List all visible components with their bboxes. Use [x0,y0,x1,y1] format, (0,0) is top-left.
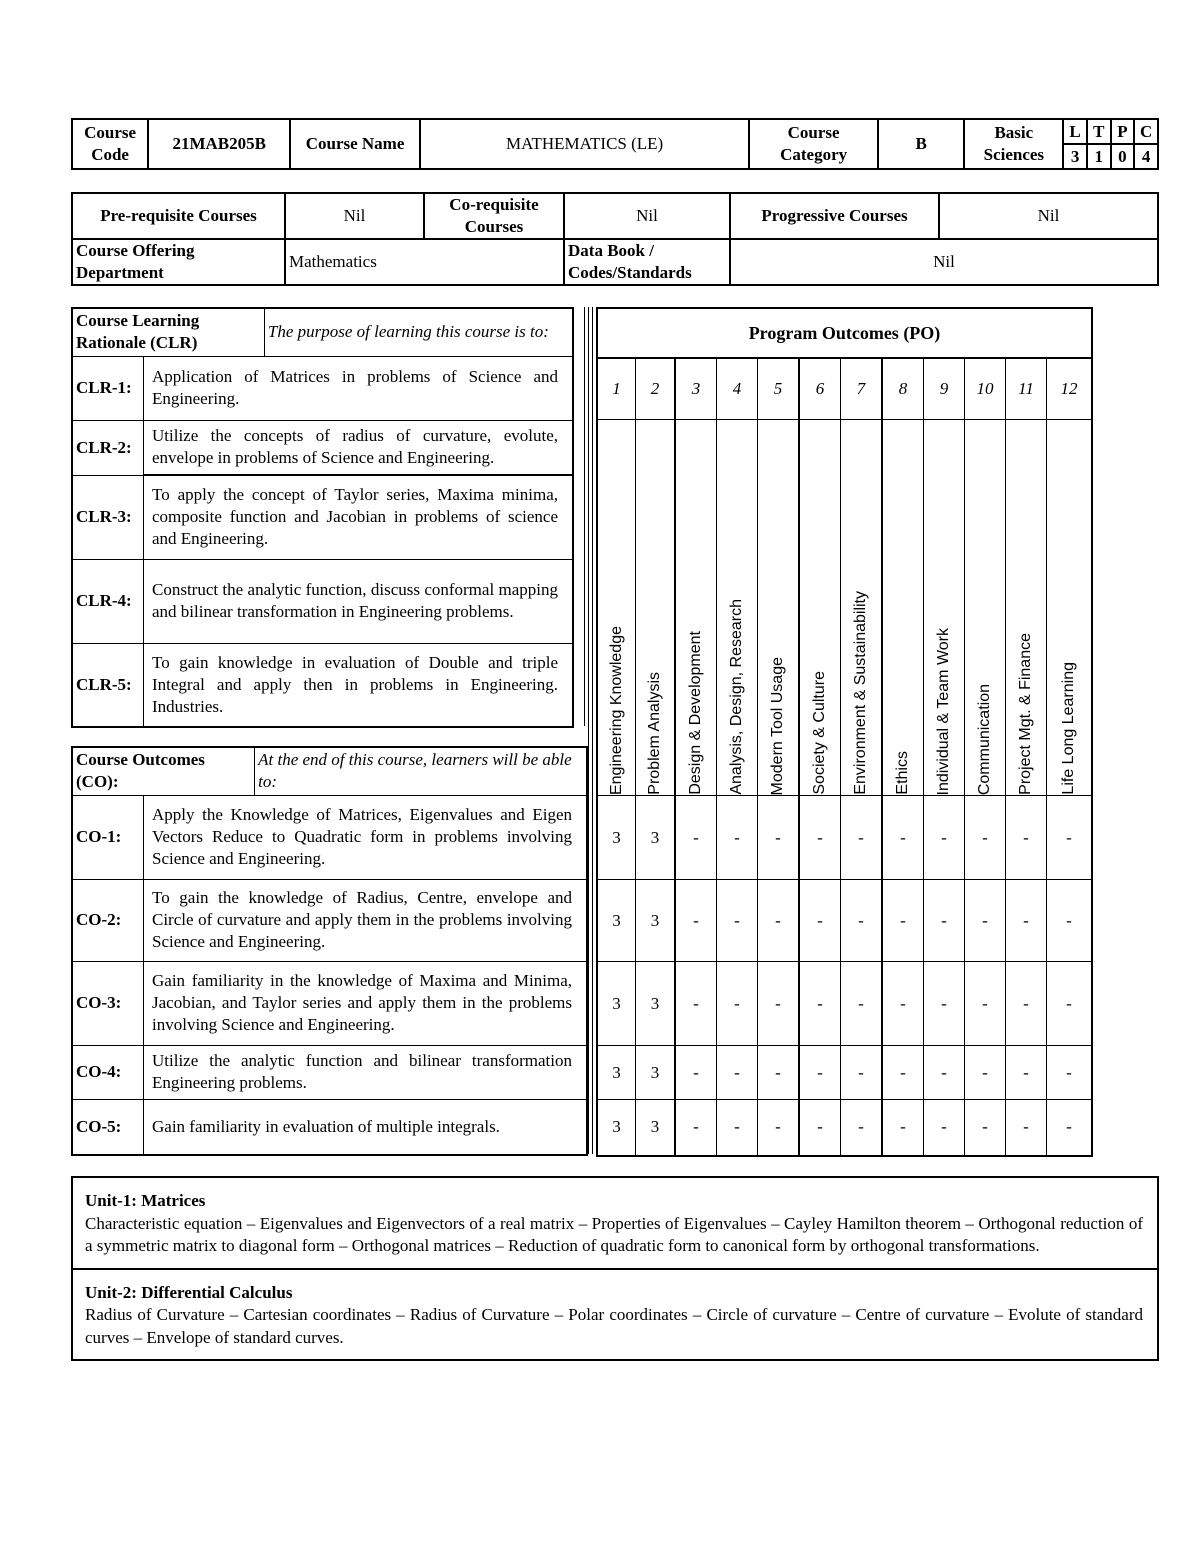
clr-code: CLR-3: [72,475,144,559]
po-value: - [675,962,717,1046]
po-label: Analysis, Design, Research [728,599,745,795]
po-number: 3 [675,358,717,420]
po-label-cell [924,420,965,796]
po-label-cell [1006,420,1047,796]
po-value: - [758,1046,800,1100]
ltpc-label-t: T [1087,119,1111,144]
unit-title: Unit-1: Matrices [85,1191,206,1210]
po-number: 9 [924,358,965,420]
po-label: Engineering Knowledge [607,625,625,795]
clr-text: To apply the concept of Taylor series, Maxima minima, composite function and Jacobian in problems of science and Engineering. [144,475,574,559]
clr-text: Application of Matrices in problems of Science and Engineering. [144,356,574,420]
po-value: - [924,796,965,880]
po-value: - [1006,962,1047,1046]
po-value: - [882,796,924,880]
po-number: 2 [636,358,676,420]
po-value: - [1006,1046,1047,1100]
po-value: - [1047,1046,1093,1100]
co-code: CO-1: [72,795,144,879]
po-value: - [799,880,841,962]
po-value: - [1047,796,1093,880]
po-label: Project Mgt. & Finance [1017,633,1034,795]
course-name-label: Course Name [290,119,420,169]
po-value: - [1047,880,1093,962]
clr-heading: Course Learning Rationale (CLR) [72,308,264,356]
po-value: - [924,962,965,1046]
po-label-cell [882,420,924,796]
prerequisite-value: Nil [285,193,424,239]
po-label: Communication [976,683,993,795]
po-value: - [717,880,758,962]
databook-label: Data Book / Codes/Standards [564,239,730,285]
po-label: Life Long Learning [1060,662,1077,795]
ltpc-label-p: P [1111,119,1135,144]
clr-code: CLR-4: [72,559,144,643]
clr-code: CLR-1: [72,356,144,420]
po-value: 3 [636,1100,676,1156]
co-code: CO-3: [72,961,144,1045]
po-value: - [882,880,924,962]
po-value: - [841,1100,883,1156]
po-number: 10 [965,358,1006,420]
course-header-table [71,118,1159,170]
co-purpose: At the end of this course, learners will be able to: [255,747,587,795]
po-value: 3 [636,880,676,962]
po-number: 12 [1047,358,1093,420]
ltpc-label-c: C [1134,119,1158,144]
po-number: 7 [841,358,883,420]
po-label-cell [965,420,1006,796]
clr-text: Construct the analytic function, discuss conformal mapping and bilinear transformation in Engineering problems. [144,559,574,643]
po-value: - [717,962,758,1046]
po-label-cell [636,420,676,796]
po-label-cell [675,420,717,796]
clr-table [71,307,574,728]
po-value: - [675,1100,717,1156]
unit-title: Unit-2: Differential Calculus [85,1282,293,1302]
po-value: - [965,880,1006,962]
po-value: 3 [636,1046,676,1100]
separator-line [588,307,589,1154]
po-label-cell [841,420,883,796]
ltpc-value-c: 4 [1134,144,1158,169]
po-value: - [882,962,924,1046]
po-value: 3 [636,962,676,1046]
po-value: - [717,1046,758,1100]
po-number: 11 [1006,358,1047,420]
po-value: - [799,962,841,1046]
databook-value: Nil [730,239,1158,285]
course-code: 21MAB205B [148,119,290,169]
department-label: Course Offering Department [72,239,285,285]
unit-section [73,1178,1157,1268]
co-table [71,746,588,1156]
corequisite-label: Co-requisite Courses [424,193,564,239]
po-value: - [965,962,1006,1046]
unit-section [73,1268,1157,1360]
po-value: - [799,1046,841,1100]
department-value: Mathematics [285,239,564,285]
po-value: - [1047,962,1093,1046]
clr-text: Utilize the concepts of radius of curvature, evolute, envelope in problems of Science and Engineering. [144,420,574,475]
po-value: - [965,796,1006,880]
po-value: 3 [597,796,636,880]
po-value: - [882,1046,924,1100]
po-value: - [758,880,800,962]
po-heading: Program Outcomes (PO) [597,308,1092,358]
po-value: - [1006,796,1047,880]
co-heading: Course Outcomes (CO): [72,747,255,795]
ltpc-value-l: 3 [1063,144,1087,169]
po-label: Ethics [894,751,911,795]
corequisite-value: Nil [564,193,730,239]
po-value: - [841,796,883,880]
po-value: - [717,1100,758,1156]
po-value: - [675,796,717,880]
po-row [597,962,1092,1046]
prerequisite-table [71,192,1159,286]
po-label-cell [758,420,800,796]
po-label: Design & Development [687,631,704,795]
category-name: Basic Sciences [964,119,1063,169]
course-category-label: Course Category [749,119,878,169]
po-value: - [1006,880,1047,962]
po-value: 3 [636,796,676,880]
po-value: - [924,880,965,962]
progressive-value: Nil [939,193,1158,239]
po-value: - [965,1100,1006,1156]
po-label: Society & Culture [811,671,828,795]
po-label: Environment & Sustainability [852,591,869,795]
syllabus-units [71,1176,1159,1361]
po-value: 3 [597,880,636,962]
po-row [597,796,1092,880]
po-value: - [799,1100,841,1156]
po-label-cell [1047,420,1093,796]
course-name: MATHEMATICS (LE) [420,119,749,169]
unit-text: Radius of Curvature – Cartesian coordinates – Radius of Curvature – Polar coordinates – Circle of curvature – Centre of curvature – Evolute of standard curves – Envelope of standard curves. [85,1305,1143,1347]
co-text: Apply the Knowledge of Matrices, Eigenvalues and Eigen Vectors Reduce to Quadratic form in problems involving Science and Engineering. [144,795,588,879]
po-value: - [1047,1100,1093,1156]
separator-line [584,307,585,726]
ltpc-value-t: 1 [1087,144,1111,169]
po-number: 8 [882,358,924,420]
program-outcomes-table [596,307,1093,1157]
po-label-cell [799,420,841,796]
co-code: CO-4: [72,1045,144,1099]
po-label: Individual & Team Work [935,627,952,795]
co-text: Gain familiarity in the knowledge of Maxima and Minima, Jacobian, and Taylor series and apply them in the problems involving Science and Engineering. [144,961,588,1045]
po-number: 4 [717,358,758,420]
clr-text: To gain knowledge in evaluation of Double and triple Integral and apply then in problems in Engineering. Industries. [144,643,574,727]
po-value: - [675,880,717,962]
ltpc-label-l: L [1063,119,1087,144]
clr-code: CLR-2: [72,420,144,475]
po-number: 6 [799,358,841,420]
po-value: - [924,1046,965,1100]
ltpc-value-p: 0 [1111,144,1135,169]
prerequisite-label: Pre-requisite Courses [72,193,285,239]
po-number: 1 [597,358,636,420]
po-value: - [841,880,883,962]
po-value: - [1006,1100,1047,1156]
po-value: - [758,796,800,880]
po-value: - [799,796,841,880]
co-text: To gain the knowledge of Radius, Centre, envelope and Circle of curvature and apply them in the problems involving Science and Engineering. [144,879,588,961]
po-label-cell [717,420,758,796]
po-row [597,1046,1092,1100]
po-number: 5 [758,358,800,420]
po-value: - [758,962,800,1046]
po-value: - [758,1100,800,1156]
po-label-cell [597,420,636,796]
po-label: Problem Analysis [646,672,663,795]
po-value: - [841,962,883,1046]
po-value: 3 [597,962,636,1046]
po-label: Modern Tool Usage [769,656,786,795]
po-value: - [924,1100,965,1156]
clr-purpose: The purpose of learning this course is to: [264,308,573,356]
course-code-label: Course Code [72,119,148,169]
progressive-label: Progressive Courses [730,193,939,239]
po-value: - [882,1100,924,1156]
co-text: Utilize the analytic function and bilinear transformation Engineering problems. [144,1045,588,1099]
clr-code: CLR-5: [72,643,144,727]
po-value: 3 [597,1100,636,1156]
po-value: - [965,1046,1006,1100]
separator-line [592,307,593,1154]
po-row [597,1100,1092,1156]
course-category: B [878,119,964,169]
po-value: - [717,796,758,880]
po-row [597,880,1092,962]
co-code: CO-5: [72,1099,144,1155]
po-value: 3 [597,1046,636,1100]
co-text: Gain familiarity in evaluation of multiple integrals. [144,1099,588,1155]
unit-text: Characteristic equation – Eigenvalues and Eigenvectors of a real matrix – Properties of Eigenvalues – Cayley Hamilton theorem – Orthogonal reduction of a symmetric matrix to diagonal form – Orthogonal matrices – Reduction of quadratic form to canonical form by orthogonal transformations. [85,1213,1143,1255]
po-value: - [675,1046,717,1100]
co-code: CO-2: [72,879,144,961]
po-value: - [841,1046,883,1100]
